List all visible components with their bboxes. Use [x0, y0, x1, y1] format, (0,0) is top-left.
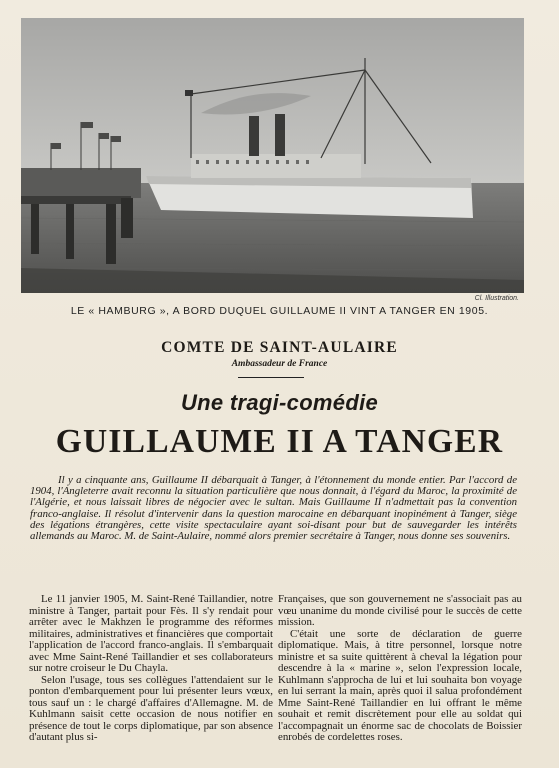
photo-caption: LE « HAMBURG », A BORD DUQUEL GUILLAUME II VINT A TANGER EN 1905. — [70, 305, 489, 317]
body-column-right — [278, 594, 522, 744]
hamburg-ship-image — [21, 18, 524, 293]
photo-credit: Cl. Illustration. — [474, 295, 519, 302]
article-intro: Il y a cinquante ans, Guillaume II débarquait à Tanger, à l'étonnement du monde entier. Par l'accord de 1904, l'Angleterre avait reconnu la situation particulière que nous donnait, à l'égard du Maroc, la proximité de l'Algérie, et nous laissait libres de négocier avec le sultan. Mais Guillaume II n'admettait pas la convention franco-anglaise. Il résolut d'intervenir dans la question marocaine en débarquant inopinément à Tanger, siège des légations étrangères, cette visite spectaculaire ayant soi-disant pour but de sauvegarder les intérêts allemands au Maroc. M. de Saint-Aulaire, nommé alors premier secrétaire à Tanger, nous donne ses souvenirs. — [30, 474, 517, 543]
body-column-left — [29, 594, 273, 744]
body-paragraph: Le 11 janvier 1905, M. Saint-René Taillandier, notre ministre à Tanger, partait pour Fès. Il s'y rendait pour arrêter avec le Makhzen le programme des réformes militaires, administratives et financières que comportait l'application de l'accord franco-anglais. Il s'embarquait avec Mme Saint-René Taillandier et ses collaborateurs sur notre croiseur le Du Chayla. — [29, 593, 273, 674]
body-paragraph: Selon l'usage, tous ses collègues l'attendaient sur le ponton d'embarquement pour lui présenter leurs vœux, tous sauf un : le chargé d'affaires d'Allemagne. M. de Kuhlmann saisit cette occasion de nous notifier en présence de tout le corps diplomatique, par son absence d'autant plus si- — [29, 673, 273, 743]
body-paragraph: Françaises, que son gouvernement ne s'associait pas au vœu unanime du monde civilisé pour le succès de cette mission. — [278, 593, 522, 628]
divider-rule — [238, 377, 304, 378]
author-name: COMTE DE SAINT-AULAIRE — [161, 339, 398, 356]
body-paragraph: C'était une sorte de déclaration de guerre diplomatique. Mais, à titre personnel, lorsque notre ministre et sa suite quittèrent à cheval la légation pour descendre à la « marine », selon l'expression locale, Kuhlmann s'approcha de lui et lui souhaita bon voyage en lui serrant la main, après quoi il salua profondément Mme Saint-René Taillandier en lui offrant le même souhait et remit discrètement pour elle au soldat qui l'accompagnait un énorme sac de chocolats de Boissier enrobés de cordelettes roses. — [278, 627, 522, 743]
article-kicker: Une tragi-comédie — [180, 390, 379, 415]
ship-photograph — [21, 18, 524, 293]
article-headline: GUILLAUME II A TANGER — [55, 423, 504, 460]
author-role: Ambassadeur de France — [231, 359, 328, 369]
